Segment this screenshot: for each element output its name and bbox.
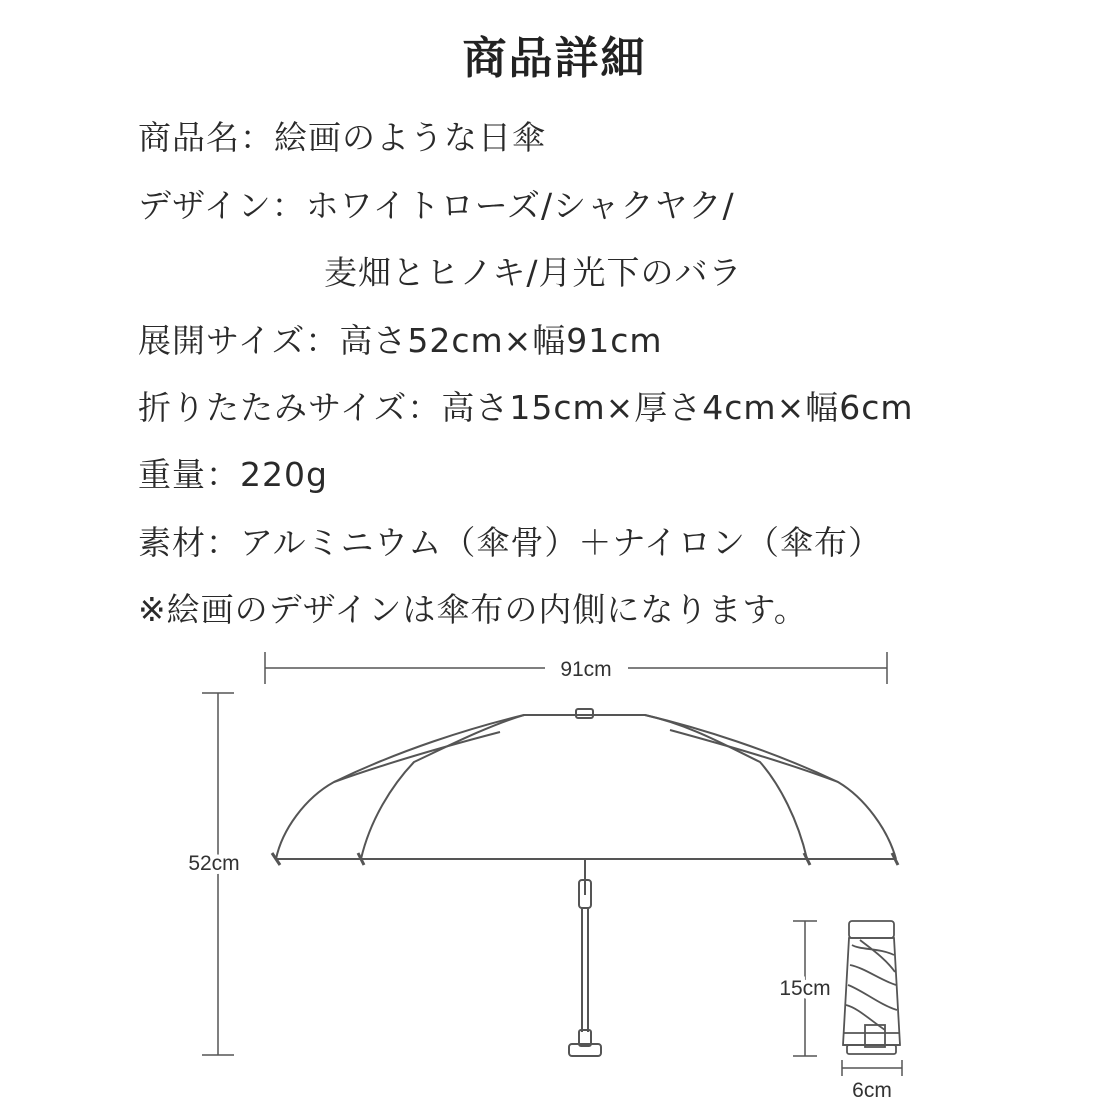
spec-product-name: 商品名：絵画のような日傘 xyxy=(138,118,546,157)
spec-material: 素材：アルミニウム（傘骨）＋ナイロン（傘布） xyxy=(138,523,883,562)
width-label: 91cm xyxy=(560,658,612,681)
umbrella-canopy xyxy=(272,709,898,865)
height-label: 52cm xyxy=(188,852,240,875)
spec-note: ※絵画のデザインは傘布の内側になります。 xyxy=(138,590,808,629)
spec-design: デザイン：ホワイトローズ/シャクヤク/ xyxy=(138,186,735,225)
spec-open-size: 展開サイズ：高さ52cm×幅91cm xyxy=(138,321,663,360)
folded-umbrella xyxy=(843,921,900,1054)
folded-width-label: 6cm xyxy=(852,1079,892,1102)
spec-design-continued: 麦畑とヒノキ/月光下のバラ xyxy=(324,253,743,292)
folded-height-label: 15cm xyxy=(779,977,831,1000)
spec-weight: 重量：220g xyxy=(138,455,328,494)
umbrella-shaft xyxy=(569,859,601,1056)
folded-width-dimension xyxy=(842,1060,902,1076)
page-title: 商品詳細 xyxy=(462,33,647,84)
spec-folded-size: 折りたたみサイズ：高さ15cm×厚さ4cm×幅6cm xyxy=(138,388,914,427)
